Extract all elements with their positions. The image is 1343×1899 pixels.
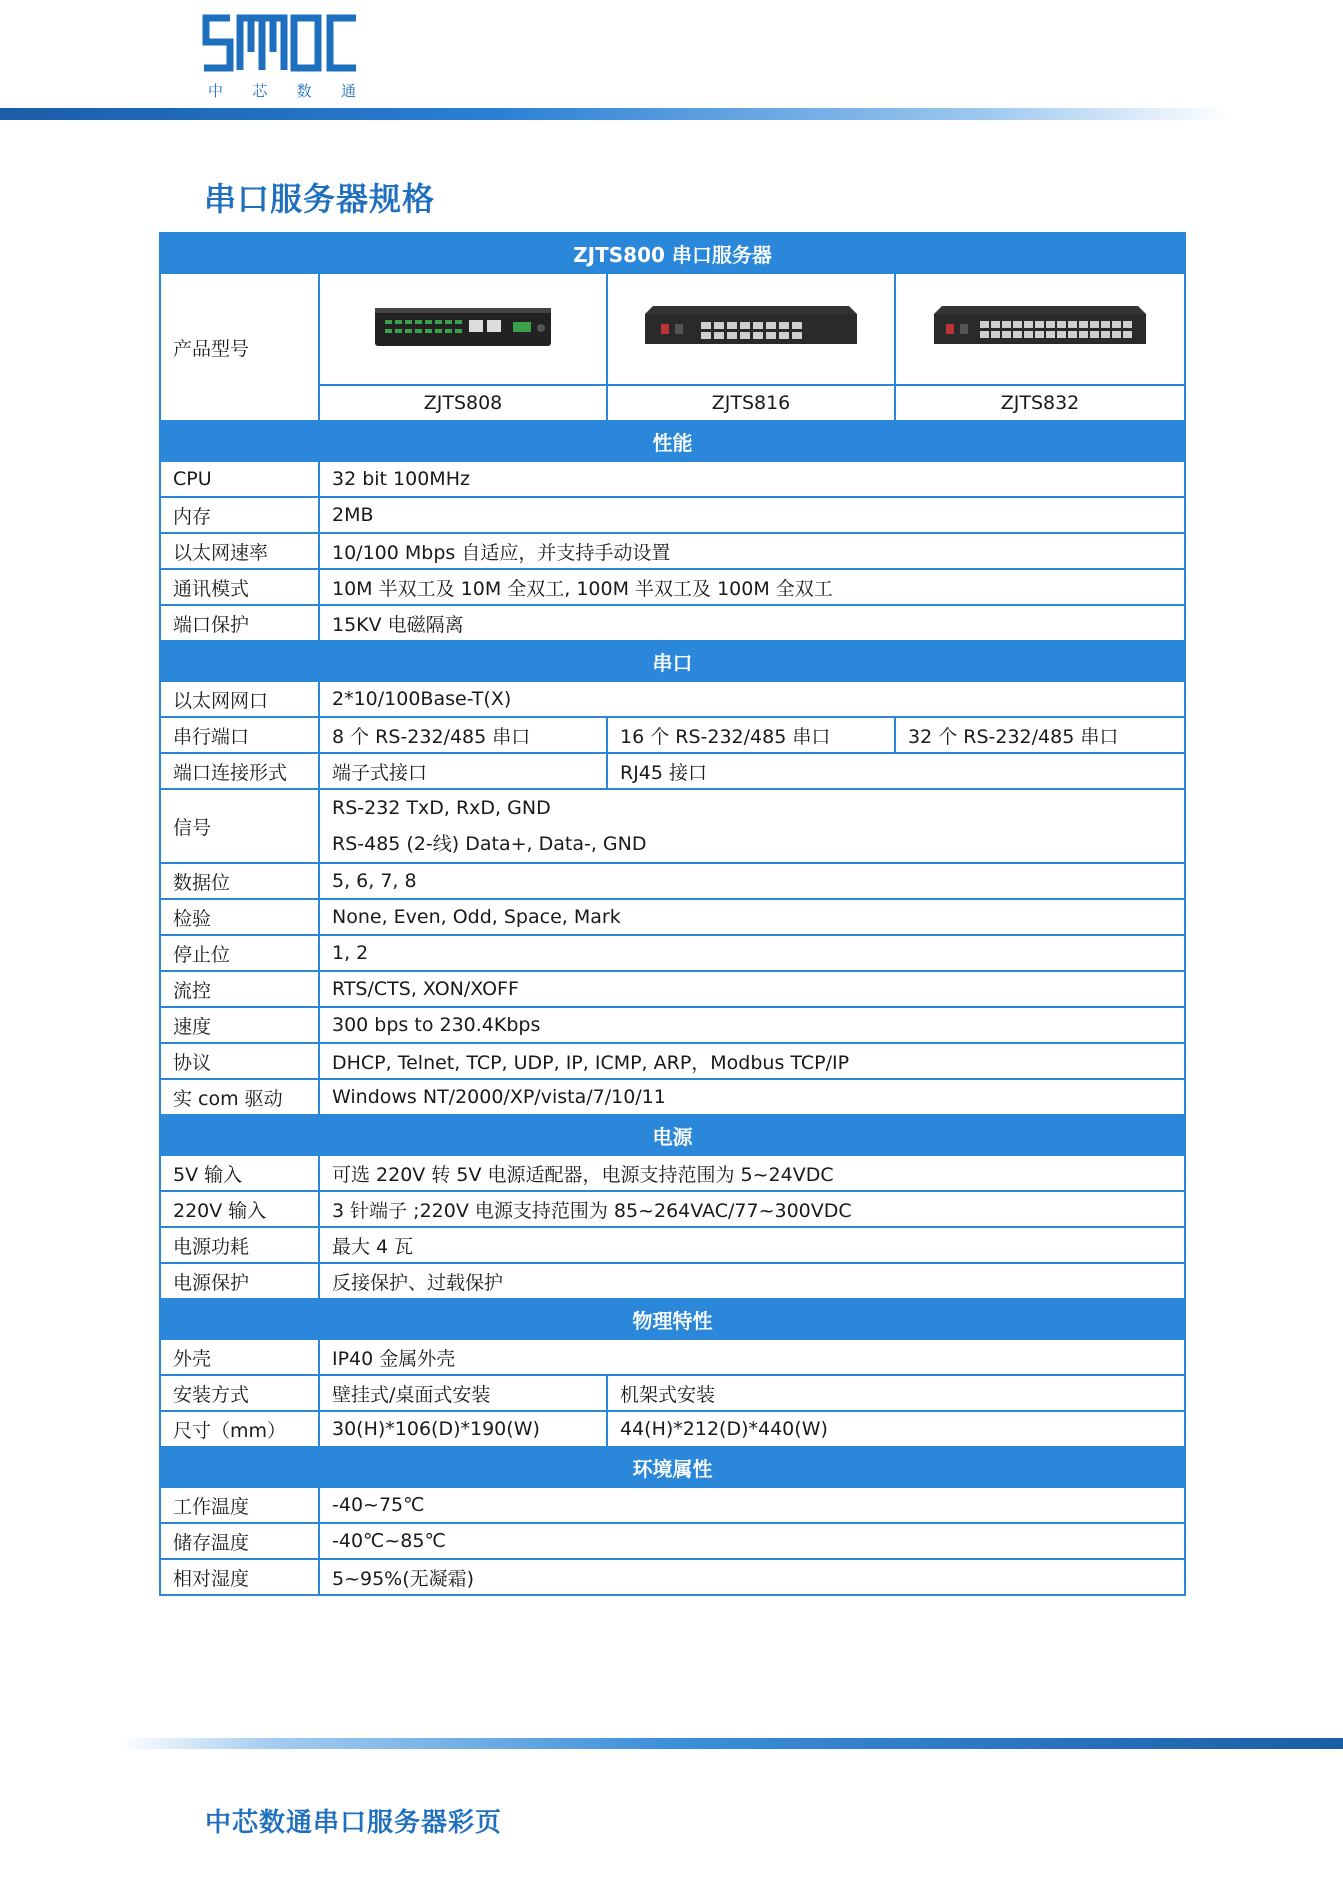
spec-table <box>159 232 1186 1596</box>
section-serial: 串口 <box>160 641 1185 681</box>
row-label: 安装方式 <box>160 1375 319 1411</box>
table-row <box>160 1559 1185 1595</box>
brand-logo <box>200 12 360 102</box>
row-value: 3 针端子 ;220V 电源支持范围为 85~264VAC/77~300VDC <box>319 1191 1185 1227</box>
table-row <box>160 1191 1185 1227</box>
row-value: 2MB <box>319 497 1185 533</box>
smdc-logo-mark <box>200 12 360 74</box>
model-name: ZJTS808 <box>319 385 607 421</box>
section-performance: 性能 <box>160 421 1185 461</box>
section-physical: 物理特性 <box>160 1299 1185 1339</box>
table-row <box>160 753 1185 789</box>
table-header: ZJTS800 串口服务器 <box>160 233 1185 273</box>
section-row <box>160 1115 1185 1155</box>
row-label: 储存温度 <box>160 1523 319 1559</box>
table-row <box>160 1007 1185 1043</box>
row-label: 电源功耗 <box>160 1227 319 1263</box>
row-label: 数据位 <box>160 863 319 899</box>
product-image-cell <box>319 273 607 385</box>
table-row <box>160 497 1185 533</box>
page-title: 串口服务器规格 <box>204 180 436 218</box>
table-header-row <box>160 233 1185 273</box>
zjts832-device-image <box>930 304 1150 350</box>
row-value: 10M 半双工及 10M 全双工, 100M 半双工及 100M 全双工 <box>319 569 1185 605</box>
row-value: 32 bit 100MHz <box>319 461 1185 497</box>
row-label: 尺寸（mm） <box>160 1411 319 1447</box>
row-value: 壁挂式/桌面式安装 <box>319 1375 607 1411</box>
table-row <box>160 1523 1185 1559</box>
product-image-cell <box>895 273 1185 385</box>
row-value: -40~75℃ <box>319 1487 1185 1523</box>
table-row <box>160 1339 1185 1375</box>
row-value: DHCP, Telnet, TCP, UDP, IP, ICMP, ARP，Modbus TCP/IP <box>319 1043 1185 1079</box>
section-environment: 环境属性 <box>160 1447 1185 1487</box>
row-label: 电源保护 <box>160 1263 319 1299</box>
table-row <box>160 1043 1185 1079</box>
row-label: 产品型号 <box>160 273 319 421</box>
table-row <box>160 461 1185 497</box>
row-value: 8 个 RS-232/485 串口 <box>319 717 607 753</box>
row-value: 16 个 RS-232/485 串口 <box>607 717 895 753</box>
row-value: 10/100 Mbps 自适应，并支持手动设置 <box>319 533 1185 569</box>
row-value <box>319 789 1185 863</box>
footer-gradient-bar <box>120 1738 1343 1749</box>
table-row <box>160 899 1185 935</box>
table-row <box>160 1375 1185 1411</box>
table-row <box>160 1411 1185 1447</box>
brand-char: 芯 <box>252 82 270 100</box>
row-value: RJ45 接口 <box>607 753 1185 789</box>
header-gradient-bar <box>0 108 1230 120</box>
row-label: 协议 <box>160 1043 319 1079</box>
row-value: Windows NT/2000/XP/vista/7/10/11 <box>319 1079 1185 1115</box>
row-value: 机架式安装 <box>607 1375 1185 1411</box>
row-value: 30(H)*106(D)*190(W) <box>319 1411 607 1447</box>
row-value: 300 bps to 230.4Kbps <box>319 1007 1185 1043</box>
row-value: 44(H)*212(D)*440(W) <box>607 1411 1185 1447</box>
row-label: 停止位 <box>160 935 319 971</box>
table-row <box>160 971 1185 1007</box>
row-label: 串行端口 <box>160 717 319 753</box>
model-name: ZJTS816 <box>607 385 895 421</box>
row-label: 通讯模式 <box>160 569 319 605</box>
row-label: 内存 <box>160 497 319 533</box>
table-row <box>160 1487 1185 1523</box>
table-row <box>160 1227 1185 1263</box>
row-label: 端口保护 <box>160 605 319 641</box>
table-row <box>160 681 1185 717</box>
brand-char: 通 <box>340 82 358 100</box>
row-value: 5~95%(无凝霜) <box>319 1559 1185 1595</box>
row-value: 最大 4 瓦 <box>319 1227 1185 1263</box>
zjts816-device-image <box>641 304 861 350</box>
row-value: 5, 6, 7, 8 <box>319 863 1185 899</box>
row-label: CPU <box>160 461 319 497</box>
row-label: 以太网速率 <box>160 533 319 569</box>
table-row <box>160 717 1185 753</box>
row-value: -40℃~85℃ <box>319 1523 1185 1559</box>
row-label: 220V 输入 <box>160 1191 319 1227</box>
table-row <box>160 605 1185 641</box>
section-row <box>160 1447 1185 1487</box>
row-value: 反接保护、过载保护 <box>319 1263 1185 1299</box>
row-label: 端口连接形式 <box>160 753 319 789</box>
brand-char: 数 <box>296 82 314 100</box>
row-label: 信号 <box>160 789 319 863</box>
section-row <box>160 641 1185 681</box>
row-value: 端子式接口 <box>319 753 607 789</box>
row-label: 5V 输入 <box>160 1155 319 1191</box>
footer-title: 中芯数通串口服务器彩页 <box>205 1808 503 1838</box>
table-row <box>160 1155 1185 1191</box>
row-value: 32 个 RS-232/485 串口 <box>895 717 1185 753</box>
signal-line: RS-232 TxD, RxD, GND <box>332 797 551 819</box>
row-label: 工作温度 <box>160 1487 319 1523</box>
row-label: 检验 <box>160 899 319 935</box>
row-label: 外壳 <box>160 1339 319 1375</box>
table-row <box>160 1079 1185 1115</box>
brand-subtitle <box>208 80 358 101</box>
table-row <box>160 863 1185 899</box>
row-label: 实 com 驱动 <box>160 1079 319 1115</box>
table-row <box>160 935 1185 971</box>
product-image-row <box>160 273 1185 385</box>
row-value: RTS/CTS, XON/XOFF <box>319 971 1185 1007</box>
table-row <box>160 569 1185 605</box>
row-value: 可选 220V 转 5V 电源适配器，电源支持范围为 5~24VDC <box>319 1155 1185 1191</box>
section-row <box>160 1299 1185 1339</box>
brand-char: 中 <box>208 82 226 100</box>
row-label: 以太网网口 <box>160 681 319 717</box>
row-label: 相对湿度 <box>160 1559 319 1595</box>
product-image-cell <box>607 273 895 385</box>
row-label: 流控 <box>160 971 319 1007</box>
zjts808-device-image <box>373 304 553 350</box>
section-power: 电源 <box>160 1115 1185 1155</box>
model-name: ZJTS832 <box>895 385 1185 421</box>
signal-line: RS-485 (2-线) Data+, Data-, GND <box>332 833 647 855</box>
section-row <box>160 421 1185 461</box>
row-value: IP40 金属外壳 <box>319 1339 1185 1375</box>
table-row <box>160 533 1185 569</box>
row-value: 1, 2 <box>319 935 1185 971</box>
table-row <box>160 789 1185 863</box>
row-label: 速度 <box>160 1007 319 1043</box>
row-value: 2*10/100Base-T(X) <box>319 681 1185 717</box>
table-row <box>160 1263 1185 1299</box>
row-value: 15KV 电磁隔离 <box>319 605 1185 641</box>
row-value: None, Even, Odd, Space, Mark <box>319 899 1185 935</box>
